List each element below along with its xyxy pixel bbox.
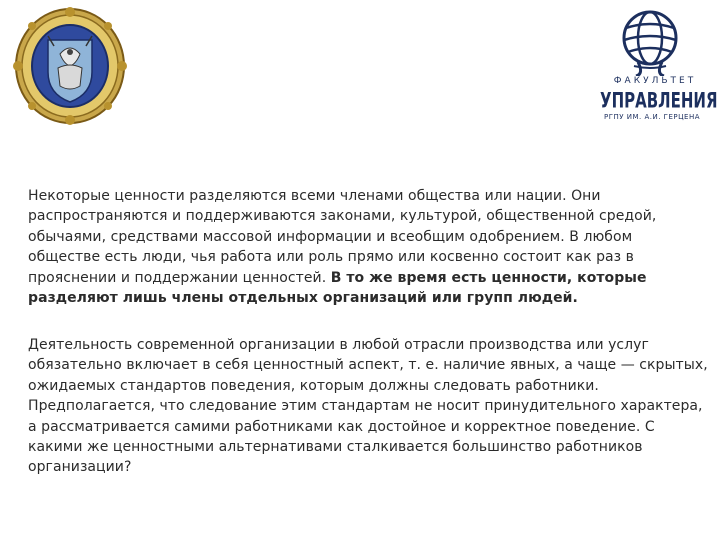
text-line-mixed — [28, 268, 718, 288]
globe-icon — [614, 8, 686, 76]
text-line: Некоторые ценности разделяются всеми членами общества или нации. Они — [28, 188, 601, 204]
text-line: обязательно включает в себя ценностный аспект, т. е. наличие явных, а чаще — скрытых, — [28, 357, 708, 374]
text-line: Деятельность современной организации в любой отрасли производства или услуг — [28, 337, 649, 353]
text-line: организации? — [28, 459, 132, 476]
logo-faculty-text: ФАКУЛЬТЕТ — [613, 76, 697, 86]
logo-subtitle-text: РГПУ ИМ. А.И. ГЕРЦЕНА — [604, 113, 700, 121]
university-emblem-icon — [10, 6, 130, 126]
text-segment: прояснении и поддержании ценностей. — [28, 269, 331, 286]
bold-text-segment: В то же время есть ценности, которые — [330, 269, 647, 286]
text-line: а рассматривается самими работниками как достойное и корректное поведение. С — [28, 418, 655, 435]
faculty-logo — [596, 8, 718, 133]
logo-title-text: УПРАВЛЕНИЯ — [600, 88, 718, 114]
text-line: Предполагается, что следование этим стандартам не носит принудительного характера, — [28, 398, 703, 415]
text-line: ожидаемых стандартов поведения, которым должны следовать работники. — [28, 377, 599, 394]
text-line: обществе есть люди, чья работа или роль прямо или косвенно состоит как раз в — [28, 249, 634, 266]
text-line: обычаями, средствами массовой информации и всеобщим одобрением. В любом — [28, 228, 633, 245]
text-line: какими же ценностными альтернативами сталкивается большинство работников — [28, 439, 643, 456]
text-line: распространяются и поддерживаются законами, культурой, общественной средой, — [28, 208, 657, 225]
paragraph-organization-values — [28, 335, 718, 478]
bold-text-line: разделяют лишь члены отдельных организаций или групп людей. — [28, 290, 578, 307]
paragraph-shared-values — [28, 186, 718, 308]
